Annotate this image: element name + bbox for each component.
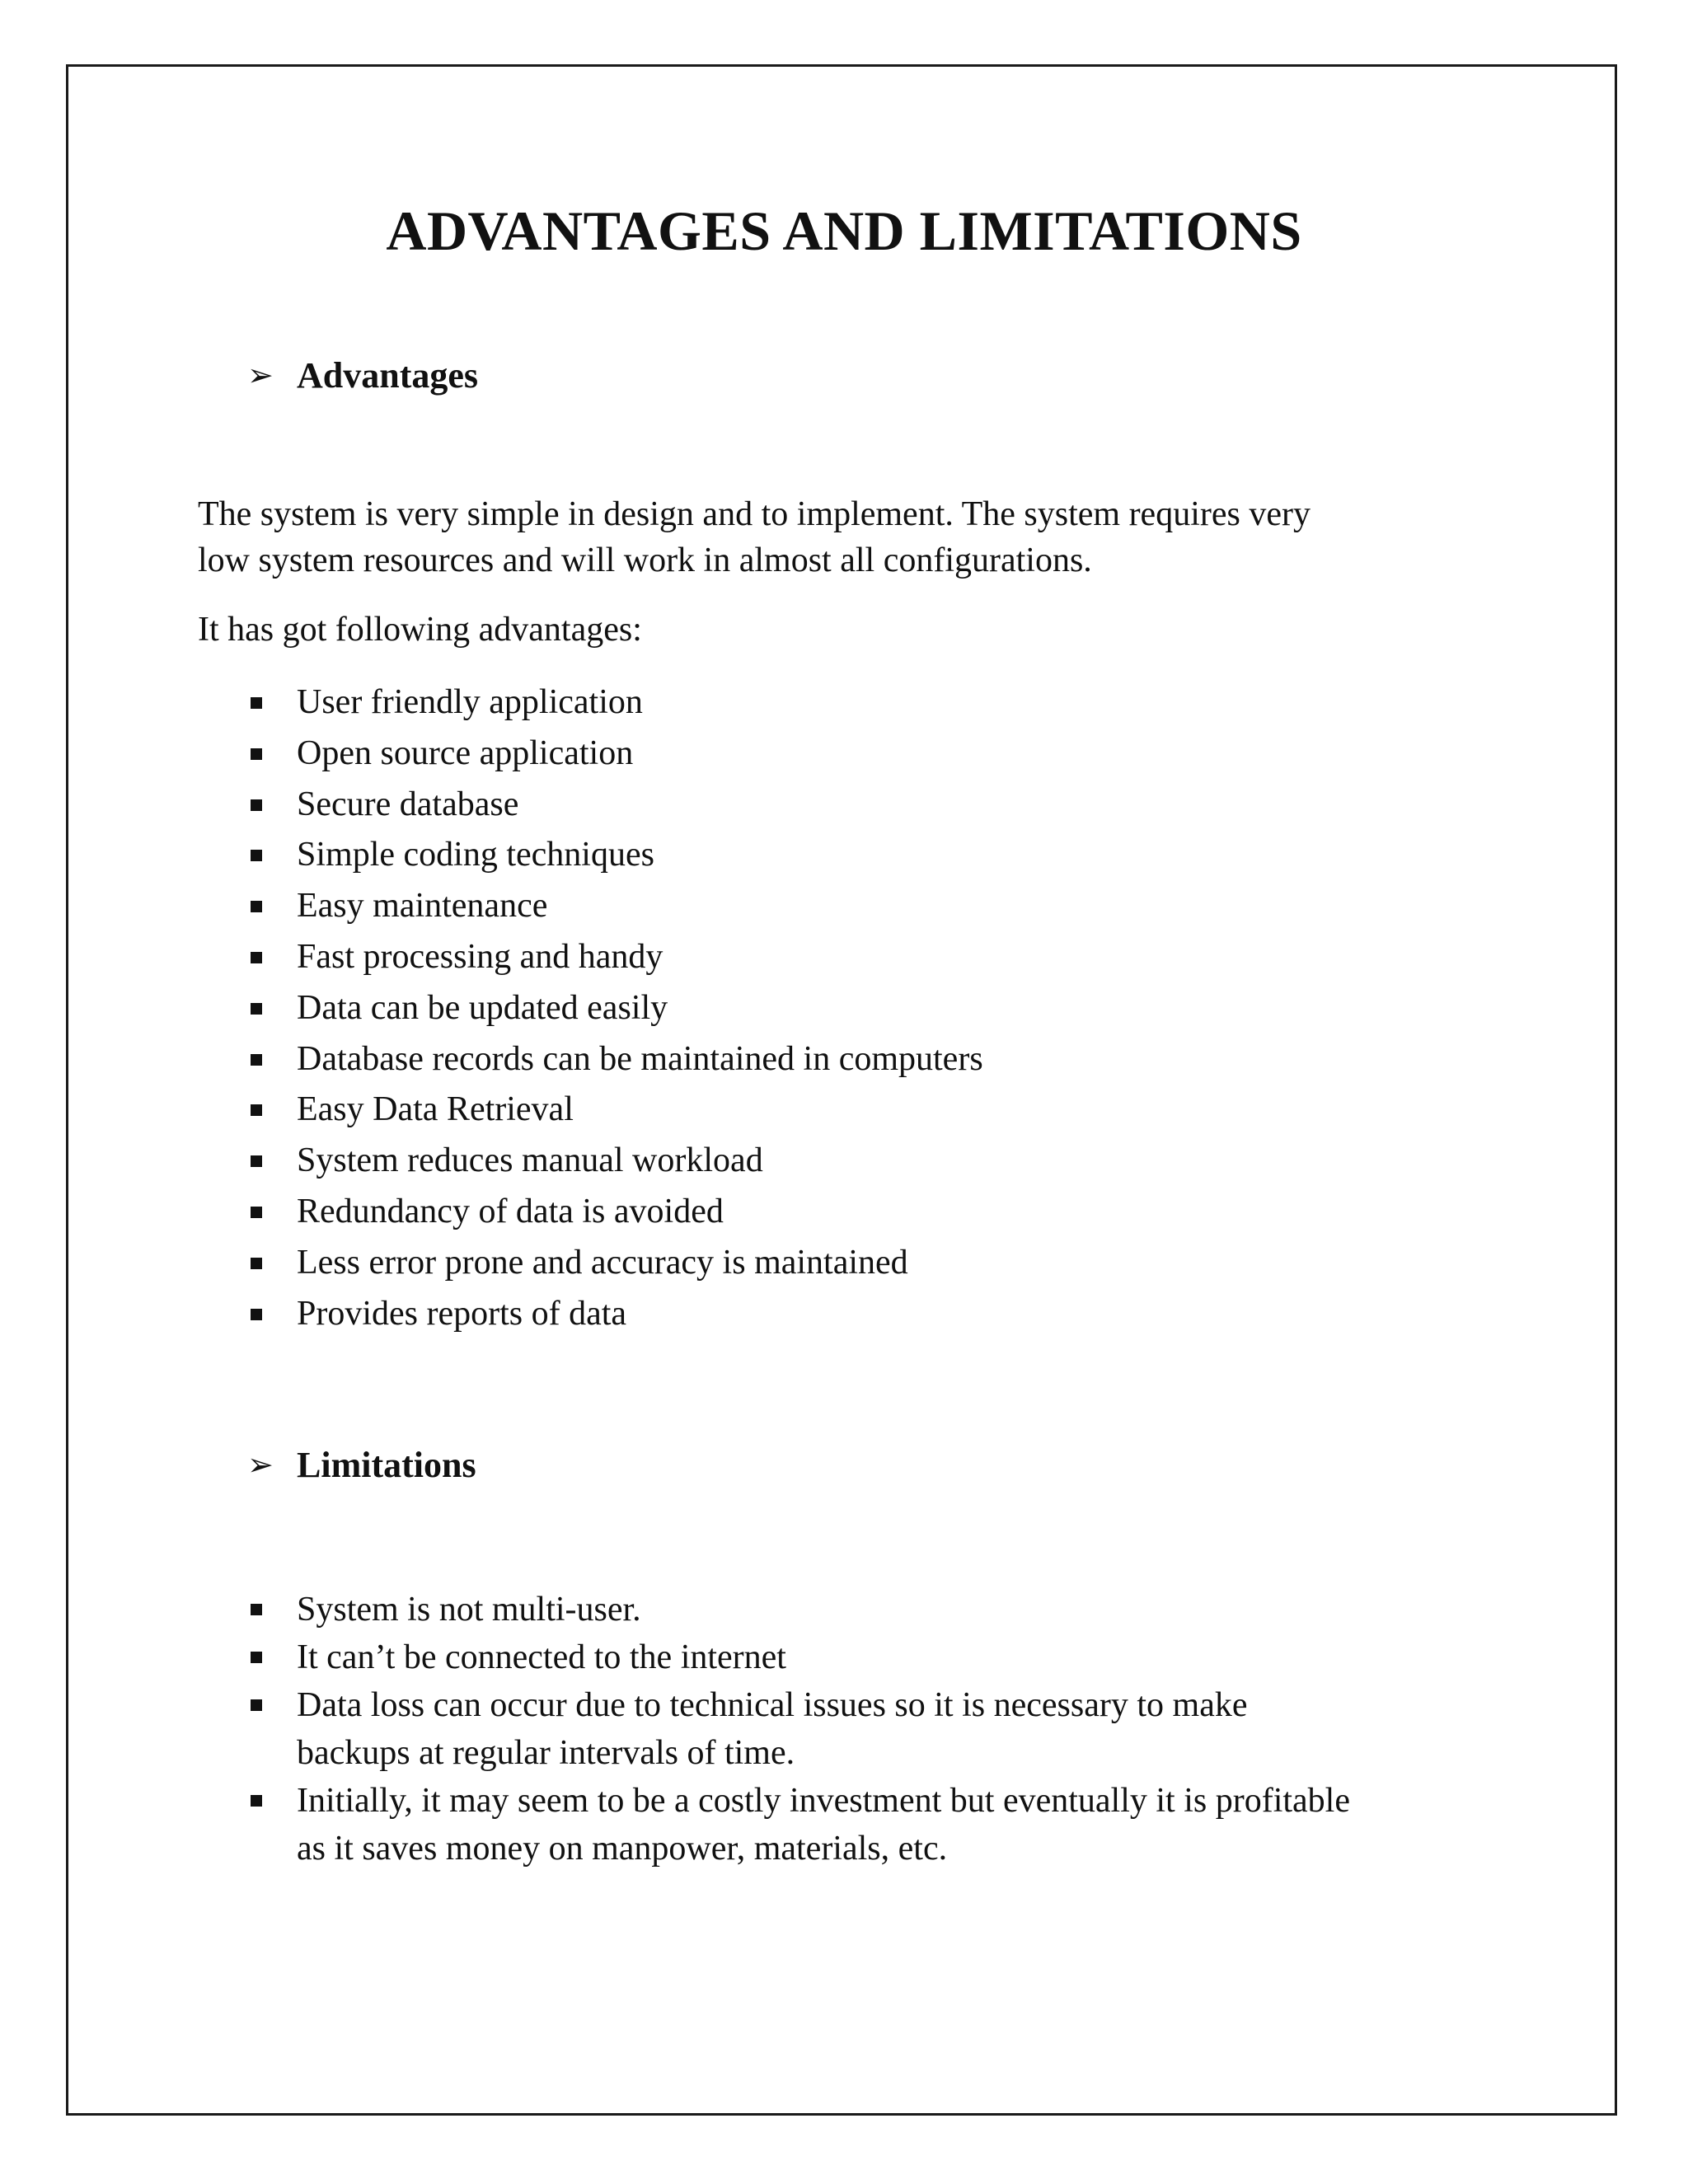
list-item-text: System reduces manual workload: [297, 1141, 763, 1180]
limitations-list: [247, 1586, 1350, 1872]
list-item-text: backups at regular intervals of time.: [297, 1734, 795, 1772]
square-bullet-icon: [251, 1309, 262, 1320]
list-item-text: Less error prone and accuracy is maintained: [297, 1243, 908, 1282]
list-item-text: Fast processing and handy: [297, 937, 663, 976]
list-item-text: Provides reports of data: [297, 1294, 627, 1333]
square-bullet-icon: [251, 1104, 262, 1116]
page-title: ADVANTAGES AND LIMITATIONS: [386, 199, 1302, 262]
list-item-text: Easy Data Retrieval: [297, 1090, 574, 1129]
list-item-text: Simple coding techniques: [297, 836, 654, 874]
list-item: [247, 1777, 1350, 1872]
list-item-text: Data can be updated easily: [297, 988, 668, 1027]
list-item-text: It can’t be connected to the internet: [297, 1638, 786, 1676]
intro-line: low system resources and will work in almost all configurations.: [198, 541, 1092, 579]
square-bullet-icon: [251, 1207, 262, 1218]
list-item: [247, 1034, 983, 1085]
list-item: [247, 677, 983, 729]
intro-line: The system is very simple in design and to implement. The system requires very: [198, 495, 1311, 533]
list-item: [247, 983, 983, 1034]
list-item-text: Initially, it may seem to be a costly investment but eventually it is profitable: [297, 1782, 1350, 1820]
square-bullet-icon: [251, 1003, 262, 1015]
list-item: [247, 780, 983, 831]
list-item: [247, 932, 983, 983]
list-item: [247, 1633, 1350, 1681]
square-bullet-icon: [251, 799, 262, 811]
square-bullet-icon: [251, 1054, 262, 1066]
square-bullet-icon: [251, 1155, 262, 1167]
list-item: [247, 1085, 983, 1136]
list-item: [247, 830, 983, 881]
list-item: [247, 1238, 983, 1289]
square-bullet-icon: [251, 1258, 262, 1269]
square-bullet-icon: [251, 901, 262, 912]
square-bullet-icon: [251, 697, 262, 709]
list-item-text: as it saves money on manpower, materials, etc.: [297, 1830, 948, 1868]
list-item-text: Secure database: [297, 785, 519, 823]
arrow-right-icon: ➢: [247, 1448, 274, 1483]
square-bullet-icon: [251, 952, 262, 963]
list-item-text: Database records can be maintained in computers: [297, 1039, 983, 1078]
list-item-text: Data loss can occur due to technical issues so it is necessary to make: [297, 1686, 1248, 1724]
list-item-text: Easy maintenance: [297, 887, 548, 926]
advantages-heading: [247, 353, 478, 399]
list-item-text: System is not multi-user.: [297, 1591, 641, 1629]
list-item-text: Redundancy of data is avoided: [297, 1192, 724, 1230]
square-bullet-icon: [251, 748, 262, 760]
list-item: [247, 1681, 1350, 1777]
square-bullet-icon: [251, 1604, 262, 1615]
limitations-heading-label: Limitations: [297, 1445, 476, 1485]
list-item: [247, 1187, 983, 1238]
square-bullet-icon: [251, 850, 262, 861]
list-item: [247, 1289, 983, 1340]
advantages-heading-label: Advantages: [297, 355, 479, 396]
limitations-heading: [247, 1442, 476, 1488]
list-item: [247, 1136, 983, 1187]
list-item: [247, 881, 983, 932]
list-item-text: User friendly application: [297, 683, 643, 721]
square-bullet-icon: [251, 1699, 262, 1711]
advantages-intro: [198, 491, 1484, 583]
advantages-lead-in: It has got following advantages:: [198, 611, 642, 649]
advantages-list: [247, 677, 983, 1339]
list-item: [247, 729, 983, 780]
list-item-text: Open source application: [297, 733, 634, 772]
square-bullet-icon: [251, 1795, 262, 1807]
square-bullet-icon: [251, 1652, 262, 1663]
list-item: [247, 1586, 1350, 1633]
arrow-right-icon: ➢: [247, 359, 274, 393]
